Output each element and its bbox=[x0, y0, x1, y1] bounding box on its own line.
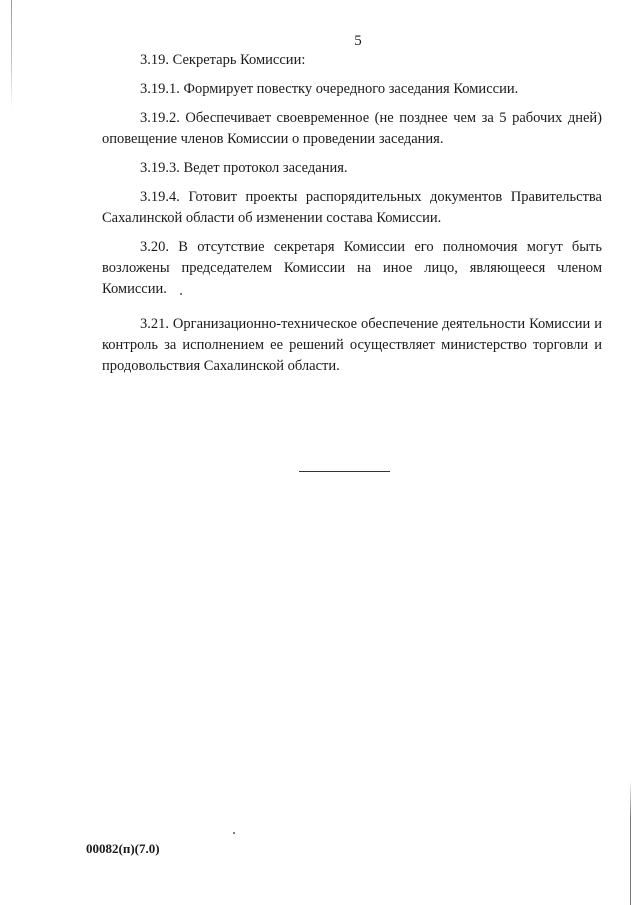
clause-3-19: 3.19. Секретарь Комиссии: bbox=[140, 52, 306, 68]
scan-edge-right bbox=[630, 780, 631, 905]
end-separator-line bbox=[299, 471, 390, 472]
clause-3-19-3: 3.19.3. Ведет протокол заседания. bbox=[140, 160, 348, 176]
document-body bbox=[102, 50, 602, 385]
clause-3-19-1: 3.19.1. Формирует повестку очередного заседания Комиссии. bbox=[140, 81, 519, 97]
clause-3-21: 3.21. Организационно-техническое обеспечение деятельности Комиссии и контроль за исполнением ее решений осуществляет министерство торговли и продовольствия Сахалинской области. bbox=[102, 316, 602, 374]
document-code: 00082(п)(7.0) bbox=[86, 841, 160, 856]
page-number: 5 bbox=[354, 33, 362, 49]
clause-3-19-4: 3.19.4. Готовит проекты распорядительных документов Правительства Сахалинской области об изменении состава Комиссии. bbox=[102, 189, 602, 226]
clause-3-20: 3.20. В отсутствие секретаря Комиссии его полномочия могут быть возложены председателем Комиссии на иное лицо, являющееся членом Комиссии. bbox=[102, 239, 602, 297]
scan-edge-left bbox=[11, 0, 12, 110]
scan-speck bbox=[233, 832, 235, 834]
clause-3-19-2: 3.19.2. Обеспечивает своевременное (не позднее чем за 5 рабочих дней) оповещение членов Комиссии о проведении заседания. bbox=[102, 110, 602, 147]
